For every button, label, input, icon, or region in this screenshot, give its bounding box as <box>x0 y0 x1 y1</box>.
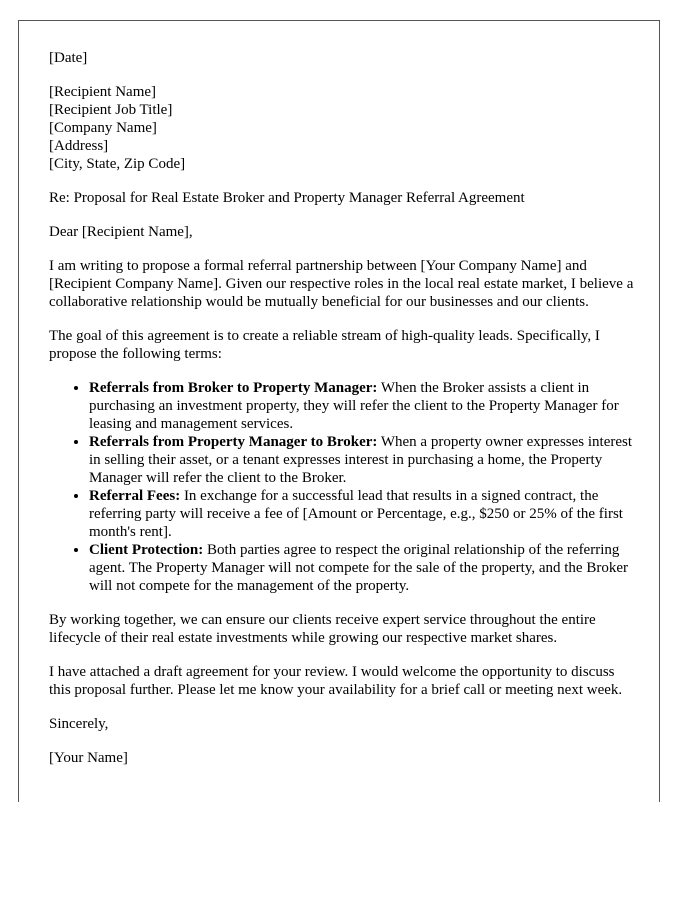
signature-name: [Your Name] <box>49 750 128 766</box>
term-item-referral-fees <box>89 487 639 541</box>
term-text: When the Broker assists a client in purchasing an investment property, they will refer the client to the Property Manager for leasing and management services. <box>89 380 619 432</box>
letter-salutation: Dear [Recipient Name], <box>49 224 193 240</box>
letter-body <box>49 49 639 783</box>
term-title: Client Protection: <box>89 542 204 558</box>
term-item-client-protection <box>89 541 639 595</box>
term-text: In exchange for a successful lead that results in a signed contract, the referring party will receive a fee of [Amount or Percentage, e.g., $250 or 25% of the first month's rent]. <box>89 488 623 540</box>
letter-page <box>18 20 660 802</box>
term-item-broker-to-manager <box>89 379 639 433</box>
term-item-manager-to-broker <box>89 433 639 487</box>
letter-subject: Re: Proposal for Real Estate Broker and Property Manager Referral Agreement <box>49 190 525 206</box>
terms-list <box>49 379 639 595</box>
closing-paragraph: By working together, we can ensure our clients receive expert service throughout the entire lifecycle of their real estate investments while growing our respective market shares. <box>49 612 596 646</box>
letter-date: [Date] <box>49 50 88 66</box>
recipient-company: [Company Name] <box>49 120 157 136</box>
term-title: Referrals from Broker to Property Manager: <box>89 380 378 396</box>
sign-off: Sincerely, <box>49 716 109 732</box>
recipient-address: [Address] <box>49 138 109 154</box>
term-text: When a property owner expresses interest in selling their asset, or a tenant expresses interest in purchasing a home, the Property Manager will refer the client to the Broker. <box>89 434 633 486</box>
attachment-paragraph: I have attached a draft agreement for your review. I would welcome the opportunity to discuss this proposal further. Please let me know your availability for a brief call or meeting next week. <box>49 664 623 698</box>
recipient-job-title: [Recipient Job Title] <box>49 102 173 118</box>
term-text: Both parties agree to respect the original relationship of the referring agent. The Property Manager will not compete for the sale of the property, and the Broker will not compete for the management of the property. <box>89 542 628 594</box>
term-title: Referral Fees: <box>89 488 181 504</box>
intro-paragraph: I am writing to propose a formal referral partnership between [Your Company Name] and [Recipient Company Name]. Given our respective roles in the local real estate market, I believe a collaborative relationship would be mutually beneficial for our businesses and our clients. <box>49 258 634 310</box>
goal-paragraph: The goal of this agreement is to create a reliable stream of high-quality leads. Specifically, I propose the following terms: <box>49 328 600 362</box>
recipient-city-state-zip: [City, State, Zip Code] <box>49 156 186 172</box>
term-title: Referrals from Property Manager to Broker: <box>89 434 378 450</box>
recipient-name: [Recipient Name] <box>49 84 157 100</box>
recipient-address-block <box>49 83 639 173</box>
